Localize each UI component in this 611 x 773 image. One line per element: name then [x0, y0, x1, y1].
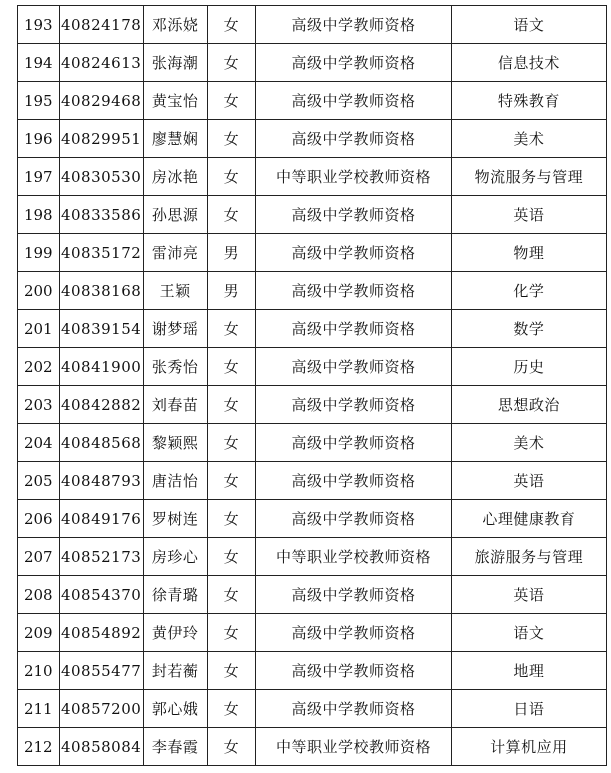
subject-cell: 英语: [451, 196, 606, 234]
exam-id-cell: 40848568: [59, 424, 143, 462]
subject-cell: 英语: [451, 462, 606, 500]
certificate-type-cell: 高级中学教师资格: [256, 576, 452, 614]
gender-cell: 女: [207, 44, 256, 82]
certificate-type-cell: 高级中学教师资格: [256, 348, 452, 386]
person-name-cell: 封若蘅: [143, 652, 207, 690]
certificate-type-cell: 高级中学教师资格: [256, 6, 452, 44]
table-row: [18, 6, 607, 44]
gender-cell: 女: [207, 652, 256, 690]
certificate-type-cell: 高级中学教师资格: [256, 272, 452, 310]
subject-cell: 物理: [451, 234, 606, 272]
table-row: [18, 462, 607, 500]
subject-cell: 计算机应用: [451, 728, 606, 766]
person-name-cell: 张海潮: [143, 44, 207, 82]
row-number-cell: 208: [18, 576, 60, 614]
exam-id-cell: 40830530: [59, 158, 143, 196]
subject-cell: 地理: [451, 652, 606, 690]
exam-id-cell: 40855477: [59, 652, 143, 690]
exam-id-cell: 40829468: [59, 82, 143, 120]
exam-id-cell: 40824613: [59, 44, 143, 82]
exam-id-cell: 40849176: [59, 500, 143, 538]
gender-cell: 女: [207, 120, 256, 158]
exam-id-cell: 40857200: [59, 690, 143, 728]
row-number-cell: 203: [18, 386, 60, 424]
row-number-cell: 198: [18, 196, 60, 234]
table-row: [18, 234, 607, 272]
certificate-type-cell: 高级中学教师资格: [256, 500, 452, 538]
subject-cell: 语文: [451, 6, 606, 44]
row-number-cell: 197: [18, 158, 60, 196]
subject-cell: 历史: [451, 348, 606, 386]
gender-cell: 女: [207, 310, 256, 348]
table-row: [18, 386, 607, 424]
gender-cell: 女: [207, 462, 256, 500]
exam-id-cell: 40852173: [59, 538, 143, 576]
row-number-cell: 211: [18, 690, 60, 728]
gender-cell: 女: [207, 538, 256, 576]
certificate-type-cell: 高级中学教师资格: [256, 82, 452, 120]
person-name-cell: 房珍心: [143, 538, 207, 576]
table-row: [18, 500, 607, 538]
teacher-certificate-table-container: [17, 5, 607, 766]
exam-id-cell: 40829951: [59, 120, 143, 158]
person-name-cell: 雷沛亮: [143, 234, 207, 272]
table-row: [18, 728, 607, 766]
teacher-certificate-table: [17, 5, 607, 766]
person-name-cell: 廖慧娴: [143, 120, 207, 158]
gender-cell: 女: [207, 576, 256, 614]
person-name-cell: 邓泺娆: [143, 6, 207, 44]
certificate-type-cell: 高级中学教师资格: [256, 652, 452, 690]
person-name-cell: 黄伊玲: [143, 614, 207, 652]
gender-cell: 女: [207, 728, 256, 766]
table-row: [18, 576, 607, 614]
certificate-type-cell: 高级中学教师资格: [256, 310, 452, 348]
subject-cell: 心理健康教育: [451, 500, 606, 538]
row-number-cell: 195: [18, 82, 60, 120]
certificate-type-cell: 中等职业学校教师资格: [256, 158, 452, 196]
gender-cell: 女: [207, 614, 256, 652]
table-row: [18, 158, 607, 196]
person-name-cell: 黄宝怡: [143, 82, 207, 120]
person-name-cell: 谢梦瑶: [143, 310, 207, 348]
subject-cell: 美术: [451, 120, 606, 158]
subject-cell: 英语: [451, 576, 606, 614]
table-row: [18, 690, 607, 728]
exam-id-cell: 40848793: [59, 462, 143, 500]
gender-cell: 女: [207, 424, 256, 462]
row-number-cell: 200: [18, 272, 60, 310]
table-row: [18, 82, 607, 120]
exam-id-cell: 40858084: [59, 728, 143, 766]
subject-cell: 日语: [451, 690, 606, 728]
person-name-cell: 房冰艳: [143, 158, 207, 196]
row-number-cell: 193: [18, 6, 60, 44]
row-number-cell: 210: [18, 652, 60, 690]
gender-cell: 女: [207, 690, 256, 728]
exam-id-cell: 40824178: [59, 6, 143, 44]
subject-cell: 语文: [451, 614, 606, 652]
certificate-type-cell: 高级中学教师资格: [256, 386, 452, 424]
table-row: [18, 44, 607, 82]
row-number-cell: 209: [18, 614, 60, 652]
certificate-type-cell: 高级中学教师资格: [256, 462, 452, 500]
row-number-cell: 212: [18, 728, 60, 766]
table-row: [18, 652, 607, 690]
certificate-type-cell: 中等职业学校教师资格: [256, 538, 452, 576]
subject-cell: 物流服务与管理: [451, 158, 606, 196]
certificate-type-cell: 高级中学教师资格: [256, 196, 452, 234]
person-name-cell: 刘春苗: [143, 386, 207, 424]
row-number-cell: 204: [18, 424, 60, 462]
table-row: [18, 196, 607, 234]
exam-id-cell: 40835172: [59, 234, 143, 272]
certificate-type-cell: 高级中学教师资格: [256, 690, 452, 728]
gender-cell: 男: [207, 272, 256, 310]
person-name-cell: 郭心娥: [143, 690, 207, 728]
person-name-cell: 黎颖熙: [143, 424, 207, 462]
person-name-cell: 唐洁怡: [143, 462, 207, 500]
table-body: [18, 6, 607, 766]
exam-id-cell: 40854370: [59, 576, 143, 614]
row-number-cell: 202: [18, 348, 60, 386]
exam-id-cell: 40841900: [59, 348, 143, 386]
certificate-type-cell: 高级中学教师资格: [256, 234, 452, 272]
gender-cell: 女: [207, 158, 256, 196]
subject-cell: 特殊教育: [451, 82, 606, 120]
row-number-cell: 196: [18, 120, 60, 158]
row-number-cell: 201: [18, 310, 60, 348]
person-name-cell: 王颖: [143, 272, 207, 310]
subject-cell: 化学: [451, 272, 606, 310]
exam-id-cell: 40854892: [59, 614, 143, 652]
certificate-type-cell: 高级中学教师资格: [256, 120, 452, 158]
table-row: [18, 272, 607, 310]
table-row: [18, 348, 607, 386]
gender-cell: 女: [207, 500, 256, 538]
row-number-cell: 199: [18, 234, 60, 272]
row-number-cell: 206: [18, 500, 60, 538]
subject-cell: 数学: [451, 310, 606, 348]
person-name-cell: 孙思源: [143, 196, 207, 234]
gender-cell: 男: [207, 234, 256, 272]
certificate-type-cell: 高级中学教师资格: [256, 44, 452, 82]
gender-cell: 女: [207, 348, 256, 386]
row-number-cell: 207: [18, 538, 60, 576]
gender-cell: 女: [207, 386, 256, 424]
person-name-cell: 张秀怡: [143, 348, 207, 386]
person-name-cell: 徐青璐: [143, 576, 207, 614]
gender-cell: 女: [207, 196, 256, 234]
certificate-type-cell: 高级中学教师资格: [256, 614, 452, 652]
row-number-cell: 194: [18, 44, 60, 82]
exam-id-cell: 40838168: [59, 272, 143, 310]
row-number-cell: 205: [18, 462, 60, 500]
table-row: [18, 614, 607, 652]
subject-cell: 美术: [451, 424, 606, 462]
exam-id-cell: 40842882: [59, 386, 143, 424]
exam-id-cell: 40833586: [59, 196, 143, 234]
table-row: [18, 424, 607, 462]
exam-id-cell: 40839154: [59, 310, 143, 348]
subject-cell: 旅游服务与管理: [451, 538, 606, 576]
person-name-cell: 李春霞: [143, 728, 207, 766]
table-row: [18, 310, 607, 348]
certificate-type-cell: 中等职业学校教师资格: [256, 728, 452, 766]
gender-cell: 女: [207, 6, 256, 44]
table-row: [18, 538, 607, 576]
subject-cell: 信息技术: [451, 44, 606, 82]
person-name-cell: 罗树连: [143, 500, 207, 538]
certificate-type-cell: 高级中学教师资格: [256, 424, 452, 462]
gender-cell: 女: [207, 82, 256, 120]
subject-cell: 思想政治: [451, 386, 606, 424]
table-row: [18, 120, 607, 158]
